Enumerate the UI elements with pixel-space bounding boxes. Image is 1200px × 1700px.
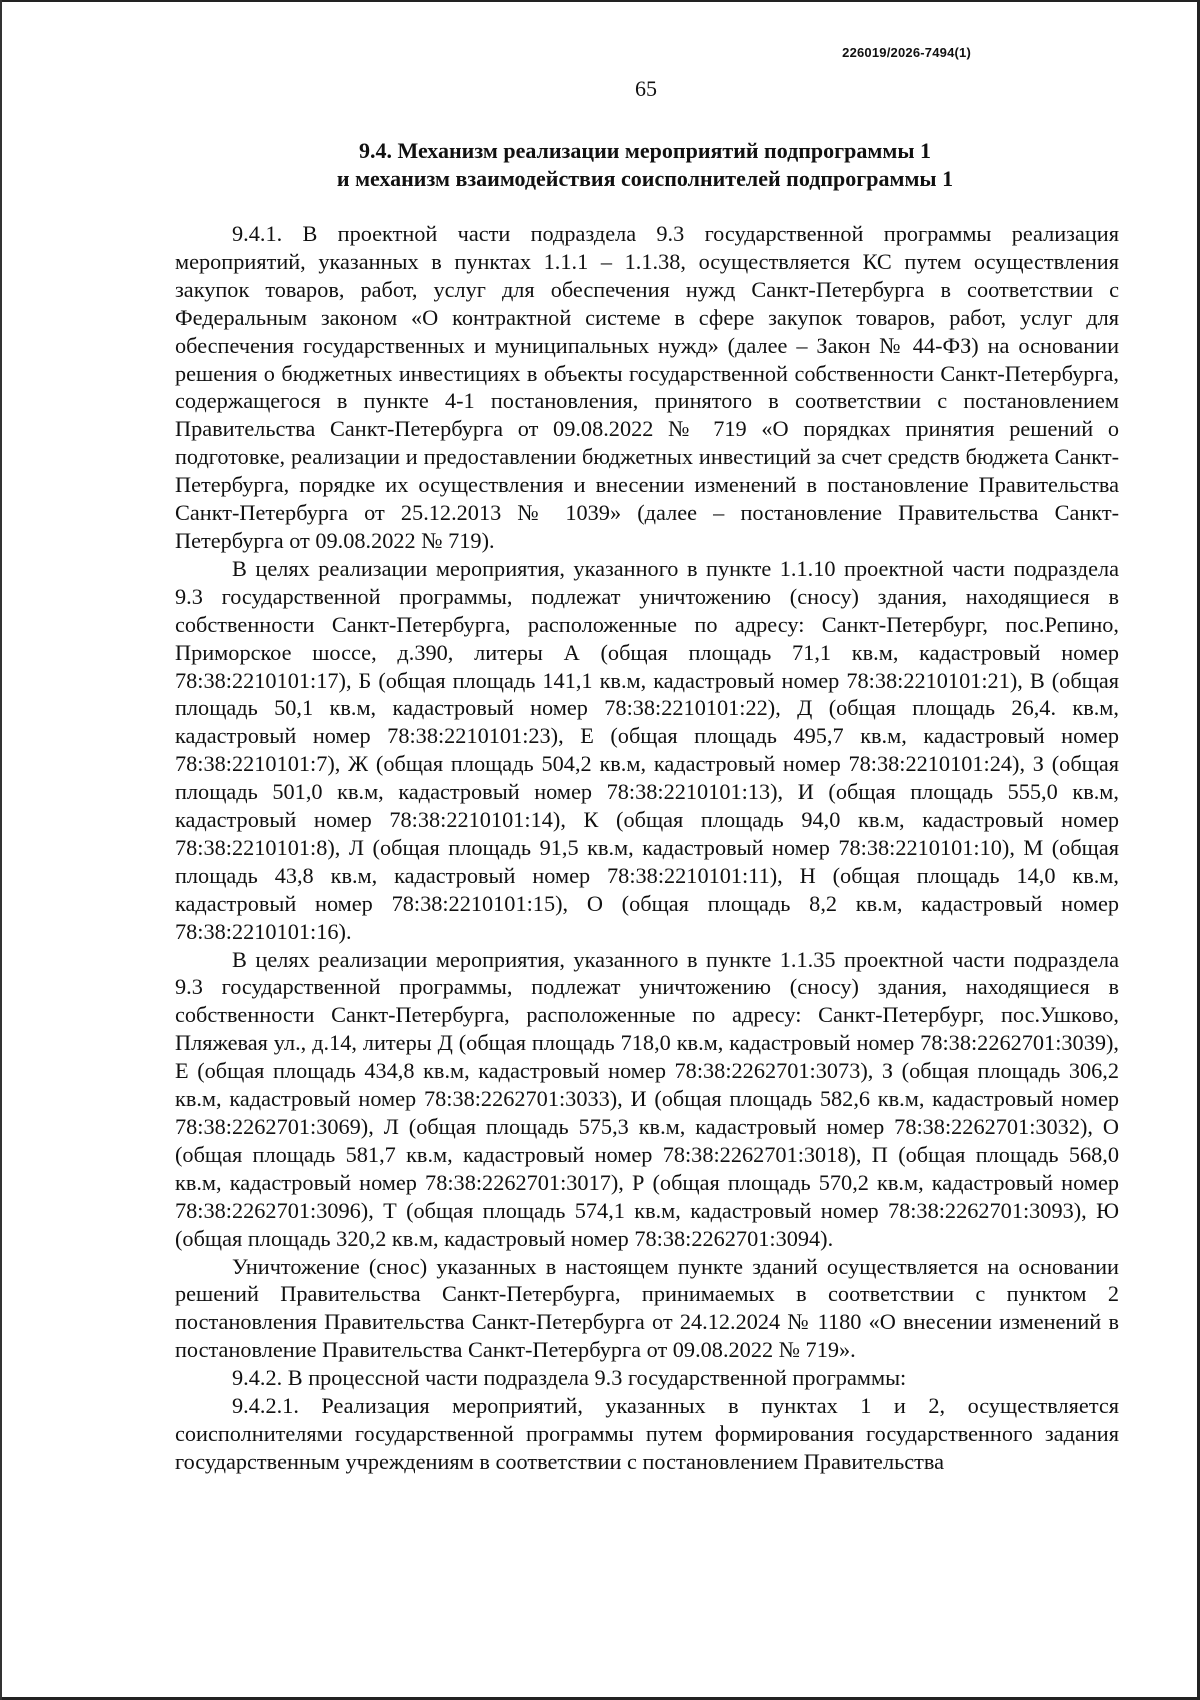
- section-heading: [240, 137, 1050, 193]
- document-body: [175, 220, 1119, 1476]
- page-border-top: [0, 0, 1200, 2]
- paragraph-demolition-basis: Уничтожение (снос) указанных в настоящем пункте зданий осуществляется на основании решений Правительства Санкт-Петербурга, принимаемых в соответствии с пунктом 2 постановления Правительства Санкт-Петербурга от 24.12.2024 № 1180 «О внесении изменений в постановление Правительства Санкт-Петербурга от 09.08.2022 № 719».: [175, 1253, 1119, 1363]
- section-heading-line-1: 9.4. Механизм реализации мероприятий подпрограммы 1: [358, 138, 932, 163]
- page-number: 65: [635, 76, 657, 101]
- document-registration-number: 226019/2026-7494(1): [842, 45, 971, 60]
- paragraph-9-4-2-1: 9.4.2.1. Реализация мероприятий, указанных в пунктах 1 и 2, осуществляется соисполнителями государственной программы путем формирования государственного задания государственным учреждениям в соответствии с постановлением Правительства: [175, 1393, 1119, 1474]
- section-heading-line-2: и механизм взаимодействия соисполнителей подпрограммы 1: [336, 166, 954, 191]
- page-border-left: [0, 0, 2, 1700]
- paragraph-9-4-1: 9.4.1. В проектной части подраздела 9.3 государственной программы реализация мероприятий, указанных в пунктах 1.1.1 – 1.1.38, осуществляется КС путем осуществления закупок товаров, работ, услуг для обеспечения нужд Санкт-Петербурга в соответствии с Федеральным законом «О контрактной системе в сфере закупок товаров, работ, услуг для обеспечения государственных и муниципальных нужд» (далее – Закон № 44-ФЗ) на основании решения о бюджетных инвестициях в объекты государственной собственности Санкт-Петербурга, содержащегося в пункте 4-1 постановления, принятого в соответствии с постановлением Правительства Санкт-Петербурга от 09.08.2022 № 719 «О порядках принятия решений о подготовке, реализации и предоставлении бюджетных инвестиций за счет средств бюджета Санкт-Петербурга, порядке их осуществления и внесении изменений в постановление Правительства Санкт-Петербурга от 25.12.2013 № 1039» (далее – постановление Правительства Санкт-Петербурга от 09.08.2022 № 719).: [175, 221, 1119, 553]
- paragraph-ushkovo-demolition: В целях реализации мероприятия, указанного в пункте 1.1.35 проектной части подраздела 9.3 государственной программы, подлежат уничтожению (сносу) здания, находящиеся в собственности Санкт-Петербурга, расположенные по адресу: Санкт-Петербург, пос.Ушково, Пляжевая ул., д.14, литеры Д (общая площадь 718,0 кв.м, кадастровый номер 78:38:2262701:3039), Е (общая площадь 434,8 кв.м, кадастровый номер 78:38:2262701:3073), З (общая площадь 306,2 кв.м, кадастровый номер 78:38:2262701:3033), И (общая площадь 582,6 кв.м, кадастровый номер 78:38:2262701:3069), Л (общая площадь 575,3 кв.м, кадастровый номер 78:38:2262701:3032), О (общая площадь 581,7 кв.м, кадастровый номер 78:38:2262701:3018), П (общая площадь 568,0 кв.м, кадастровый номер 78:38:2262701:3017), Р (общая площадь 570,2 кв.м, кадастровый номер 78:38:2262701:3096), Т (общая площадь 574,1 кв.м, кадастровый номер 78:38:2262701:3093), Ю (общая площадь 320,2 кв.м, кадастровый номер 78:38:2262701:3094).: [175, 946, 1119, 1251]
- paragraph-9-4-2: 9.4.2. В процессной части подраздела 9.3 государственной программы:: [232, 1365, 907, 1391]
- paragraph-repino-demolition: В целях реализации мероприятия, указанного в пункте 1.1.10 проектной части подраздела 9.3 государственной программы, подлежат уничтожению (сносу) здания, находящиеся в собственности Санкт-Петербурга, расположенные по адресу: Санкт-Петербург, пос.Репино, Приморское шоссе, д.390, литеры А (общая площадь 71,1 кв.м, кадастровый номер 78:38:2210101:17), Б (общая площадь 141,1 кв.м, кадастровый номер 78:38:2210101:21), В (общая площадь 50,1 кв.м, кадастровый номер 78:38:2210101:22), Д (общая площадь 26,4. кв.м, кадастровый номер 78:38:2210101:23), Е (общая площадь 495,7 кв.м, кадастровый номер 78:38:2210101:7), Ж (общая площадь 504,2 кв.м, кадастровый номер 78:38:2210101:24), З (общая площадь 501,0 кв.м, кадастровый номер 78:38:2210101:13), И (общая площадь 555,0 кв.м, кадастровый номер 78:38:2210101:14), К (общая площадь 94,0 кв.м, кадастровый номер 78:38:2210101:8), Л (общая площадь 91,5 кв.м, кадастровый номер 78:38:2210101:10), М (общая площадь 43,8 кв.м, кадастровый номер 78:38:2210101:11), Н (общая площадь 14,0 кв.м, кадастровый номер 78:38:2210101:15), О (общая площадь 8,2 кв.м, кадастровый номер 78:38:2210101:16).: [175, 555, 1119, 944]
